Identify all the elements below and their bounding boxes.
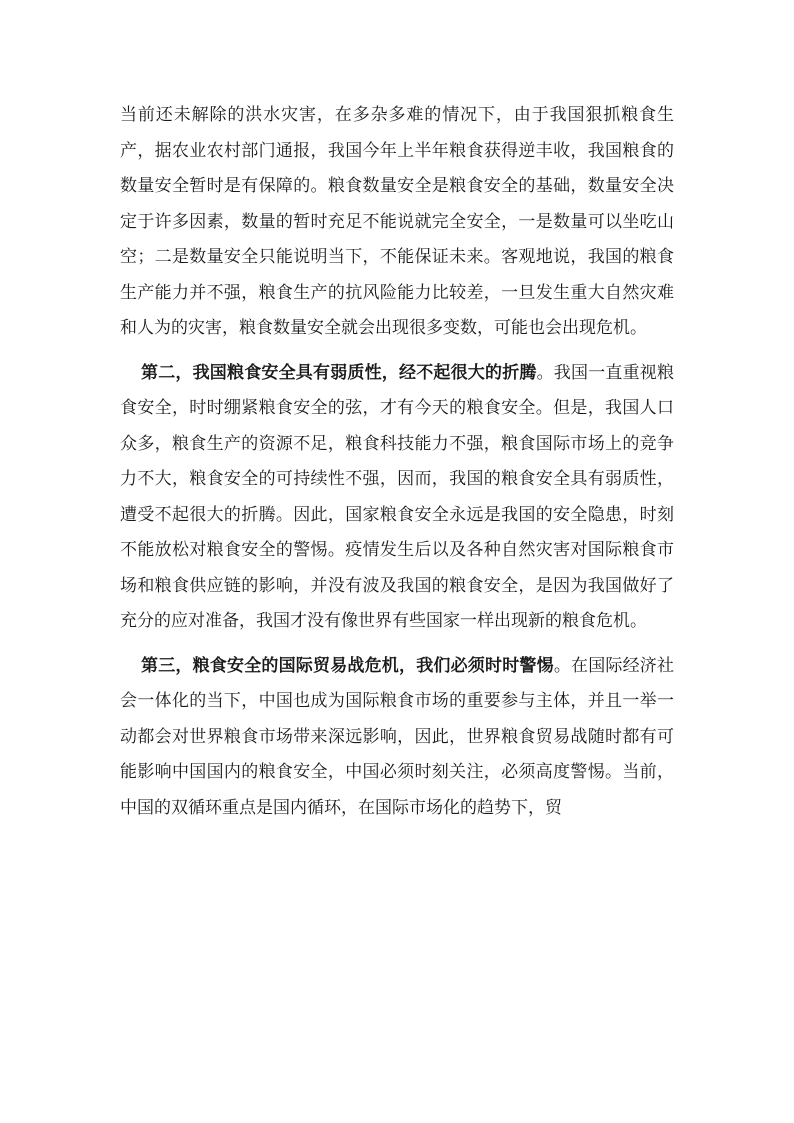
paragraph-3-heading: 第三，粮食安全的国际贸易战危机，我们必须时时警惕 — [141, 655, 554, 676]
paragraph-1-text: 当前还未解除的洪水灾害，在多杂多难的情况下，由于我国狠抓粮食生产，据农业农村部门通报，我国今年上半年粮食获得逆丰收，我国粮食的数量安全暂时是有保障的。粮食数量安全是粮食安全的基础，数量安全决定于许多因素，数量的暂时充足不能说就完全安全，一是数量可以坐吃山空；二是数量安全只能说明当下，不能保证未来。客观地说，我国的粮食生产能力并不强，粮食生产的抗风险能力比较差，一旦发生重大自然灾难和人为的灾害，粮食数量安全就会出现很多变数，可能也会出现危机。 — [120, 105, 674, 338]
paragraph-2-heading: 第二，我国粮食安全具有弱质性，经不起很大的折腾 — [141, 362, 537, 383]
paragraph-3-text: 。在国际经济社会一体化的当下，中国也成为国际粮食市场的重要参与主体，并且一举一动都会对世界粮食市场带来深远影响，因此，世界粮食贸易战随时都有可能影响中国国内的粮食安全，中国必须时刻关注，必须高度警惕。当前，中国的双循环重点是国内循环，在国际市场化的趋势下，贸 — [120, 655, 675, 818]
paragraph-2 — [120, 356, 674, 640]
document-body — [120, 98, 674, 835]
paragraph-2-text: 。我国一直重视粮食安全，时时绷紧粮食安全的弦，才有今天的粮食安全。但是，我国人口众多，粮食生产的资源不足，粮食科技能力不强，粮食国际市场上的竞争力不大，粮食安全的可持续性不强，因而，我国的粮食安全具有弱质性，遭受不起很大的折腾。因此，国家粮食安全永远是我国的安全隐患，时刻不能放松对粮食安全的警惕。疫情发生后以及各种自然灾害对国际粮食市场和粮食供应链的影响，并没有波及我国的粮食安全，是因为我国做好了充分的应对准备，我国才没有像世界有些国家一样出现新的粮食危机。 — [120, 362, 675, 631]
paragraph-1 — [120, 98, 674, 347]
paragraph-3 — [120, 649, 674, 827]
